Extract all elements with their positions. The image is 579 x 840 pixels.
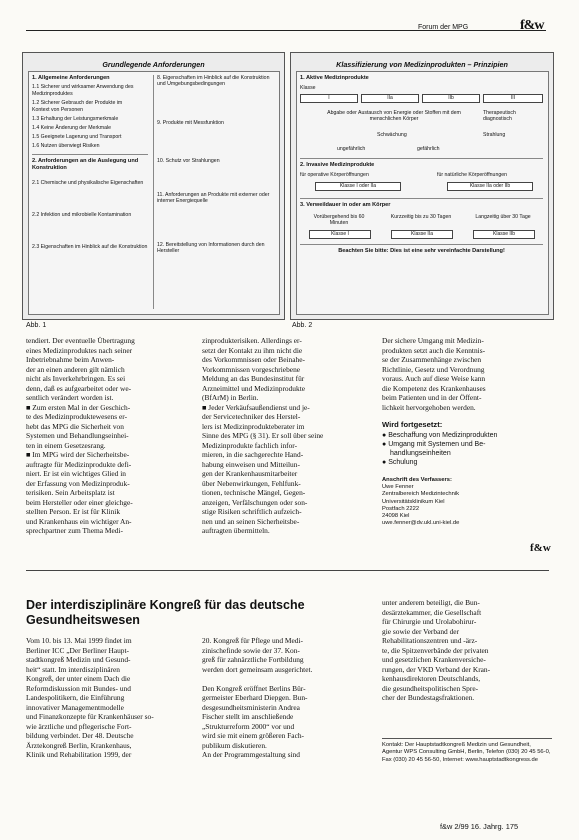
continuation-box: [382, 420, 550, 527]
author-heading: Anschrift des Verfassers:: [382, 477, 452, 483]
text-line: gen der Krankenhausmitarbeiter: [202, 469, 298, 478]
divider: [32, 154, 148, 155]
text-line: germeister Eberhard Diepgen. Bun-: [202, 693, 308, 702]
text-line: bildung verbindet. Der 48. Deutsche: [26, 731, 134, 740]
page-footer: f&w 2/99 16. Jahrg. 175: [440, 822, 519, 831]
fig2-row-c: gefährlich: [417, 146, 440, 152]
text-line: Systemen und Behandlungseinhei-: [26, 431, 129, 440]
fig2-side-note: Therapeutisch diagnostisch: [483, 110, 516, 122]
text-line: te des Medizinproduktewesens er-: [26, 412, 128, 421]
author-line: Uwe Fenner: [382, 484, 414, 491]
fig1-item: 1.6 Nutzen überwiegt Risiken: [32, 143, 100, 149]
running-title: Forum der MPG: [418, 24, 469, 31]
fig1-item: 2.1 Chemische und physikalische Eigenschaften: [32, 180, 144, 186]
text-line: beim Hersteller oder einer gleichge-: [26, 497, 133, 507]
text-line: Inbetriebnahme beim Anwen-: [26, 355, 115, 364]
text-line: voraus. Auch auf diese Weise kann: [382, 374, 486, 383]
text-line: Der sichere Umgang mit Medizin-: [382, 336, 484, 345]
text-line: Klinik und Rehabilitation 1999, der: [26, 750, 132, 759]
class-box: Klasse IIa oder IIb: [447, 182, 533, 191]
fig2-row-c: ungefährlich: [337, 146, 366, 152]
author-line: Universitätsklinikum Kiel: [382, 498, 445, 505]
article-column-2: [202, 636, 367, 760]
text-line: der Servicetechniker des Herstel-: [202, 412, 301, 421]
fig2-section-3: 3. Verweildauer in oder am Körper: [300, 202, 391, 208]
fig1-item: 2.2 Infektion und mikrobielle Kontamination: [32, 212, 132, 218]
text-line: ■ Im MPG wird der Sicherheitsbe-: [26, 450, 130, 459]
figure-1-title: Grundlegende Anforderungen: [102, 60, 205, 69]
text-line: und Finanzkonzepte für Krankenhäuser so-: [26, 712, 154, 721]
text-line: terisiken. Sein Arbeitsplatz ist: [26, 488, 115, 497]
fig2-sec2-left: für operative Körperöffnungen: [300, 172, 369, 178]
fig2-footer: Beachten Sie bitte: Dies ist eine sehr vereinfachte Darstellung!: [338, 248, 505, 254]
text-line: die gesundheitspolitischen Spre-: [382, 683, 479, 693]
text-line: Kongreß, der unter einem Dach die: [26, 674, 131, 683]
text-line: die Kompetenz des Krankenhauses: [382, 383, 486, 393]
fig2-row-b: Schwächung: [377, 132, 407, 138]
article-title: Der interdisziplinäre Kongreß für das deutsche Gesundheitswesen: [26, 598, 305, 627]
text-line: wie ärztliche und pflegerische Fort-: [26, 721, 132, 731]
fig1-item: Kontext von Personen: [32, 107, 84, 113]
class-box: IIb: [422, 94, 480, 103]
text-line: der Erfassung von Medizinproduk-: [26, 478, 130, 488]
text-line: greß für zahnärztliche Fortbildung: [202, 655, 304, 664]
text-line: innovativer Managementmodelle: [26, 702, 124, 712]
text-line: ten in einem Gesetzesrang.: [26, 440, 106, 450]
text-line: Richtlinie, Gesetz und Verordnung: [382, 364, 485, 374]
class-box: III: [483, 94, 543, 103]
magazine-logo: f&w: [520, 18, 544, 33]
text-line: heit“ statt. Im interdisziplinären: [26, 664, 120, 674]
text-line: hebt das MPG die Sicherheit von: [26, 421, 124, 431]
fig1-item: 1. Allgemeine Anforderungen: [32, 75, 110, 81]
continuation-item: handlungseinheiten: [390, 450, 451, 457]
text-line: Medizinprodukte fachlich infor-: [202, 440, 298, 450]
text-line: für Chirurgie und Urolabohirur-: [382, 617, 477, 626]
text-line: sprechpartner zum Thema Medi-: [26, 526, 123, 535]
text-line: stadtkongreß Medizin und Gesund-: [26, 655, 131, 664]
text-line: habung einweisen und Mitteilun-: [202, 459, 300, 469]
text-line: der an einen anderen gilt nämlich: [26, 364, 125, 374]
class-box: Klasse I oder IIa: [315, 182, 401, 191]
figure-1-caption: Abb. 1: [26, 322, 47, 329]
text-line: auftragten übermitteln.: [202, 526, 270, 535]
author-line: Zentralbereich Medizintechnik: [382, 491, 460, 498]
text-line: eines Medizinproduktes nach seiner: [26, 345, 133, 355]
text-line: [202, 674, 367, 684]
text-line: stellten Person. Er ist für Klinik: [26, 507, 121, 516]
continuation-item: ● Schulung: [382, 459, 418, 466]
fig2-sec3-col: Langzeitig über 30 Tage: [475, 214, 531, 220]
text-line: gie sowie der Verband der: [382, 626, 460, 636]
text-line: kenhausdirektoren Deutschlands,: [382, 674, 481, 683]
text-line: publikum diskutieren.: [202, 740, 267, 750]
end-logo: f&w: [530, 542, 551, 554]
text-line: se der Zusammenhänge zwischen: [382, 355, 482, 364]
text-line: produkten setzt auch die Kenntnis-: [382, 345, 486, 355]
fig1-item: 10. Schutz vor Strahlungen: [157, 158, 220, 164]
divider: [300, 198, 543, 199]
text-line: cher der Bundestagsfraktionen.: [382, 693, 475, 702]
figure-1-panel: [28, 71, 280, 315]
fig2-class-label: Klasse: [300, 85, 316, 91]
class-box: Klasse I: [309, 230, 371, 239]
fig2-sec3-col: Kurzzeitig bis zu 30 Tagen: [390, 214, 452, 220]
text-line: Vom 10. bis 13. Mai 1999 findet im: [26, 636, 132, 645]
contact-note: Kontakt: Der Hauptstadtkongreß Medizin und Gesundheit, Agentur WPS Consulting GmbH, Berlin, Telefon (030) 20 45 56-0, Fax (030) 20 45 56-50, Internet: www.hauptstadtkongress.de: [382, 738, 552, 764]
text-line: über Nebenwirkungen, Fehlfunk-: [202, 478, 301, 488]
fig1-item: 1.2 Sicherer Gebrauch der Produkte im: [32, 100, 123, 106]
text-line: Landespolitikern, die Einführung: [26, 693, 125, 702]
figure-2-caption: Abb. 2: [292, 322, 313, 329]
fig1-item: 1.1 Sicherer und wirksamer Anwendung des: [32, 84, 134, 90]
text-line: wird sie mit einem größeren Fach-: [202, 731, 305, 740]
continuation-item: ● Umgang mit Systemen und Be-: [382, 441, 486, 448]
text-line: ■ Zum ersten Mal in der Geschich-: [26, 402, 131, 412]
fig1-item: 11. Anforderungen an Produkte mit externer oder interner Energiequelle: [157, 192, 270, 204]
class-box: I: [300, 94, 358, 103]
text-line: zinischefinde sowie der 37. Kon-: [202, 645, 300, 655]
section-separator: [26, 570, 549, 571]
fig1-item: 1.5 Geeignete Lagerung und Transport: [32, 134, 122, 140]
fig1-item: 1.4 Keine Änderung der Merkmale: [32, 125, 112, 131]
continuation-item-text: Beschaffung von Medizinprodukten: [388, 432, 498, 439]
text-line: nen und an seinen Sicherheitsbe-: [202, 516, 300, 526]
text-line: (BfArM) in Berlin.: [202, 393, 259, 402]
text-line: auftragte für Medizinprodukte defi-: [26, 459, 132, 469]
fig2-sec3-col: Vorübergehend bis 60 Minuten: [313, 214, 365, 226]
author-line: 24098 Kiel: [382, 513, 410, 520]
figure-1: [22, 52, 285, 320]
text-line: Arzneimittel und Medizinprodukte: [202, 383, 306, 393]
figure-2: [290, 52, 554, 320]
text-line: An der Programmgestaltung sind: [202, 750, 300, 759]
text-column-3: [382, 336, 550, 412]
fig2-row-a: Abgabe oder Austausch von Energie oder Stoffen mit dem menschlichen Körper: [327, 110, 461, 122]
text-line: Meldung an das Bundesinstitut für: [202, 374, 305, 383]
text-line: lers ist Medizinprodukteberater im: [202, 421, 305, 431]
text-line: rungen, der VKD Verband der Kran-: [382, 664, 491, 674]
class-box: Klasse IIa: [391, 230, 453, 239]
text-column-1: [26, 336, 188, 536]
text-line: werden dort gemeinsam ausgerichtet.: [202, 664, 313, 674]
text-line: Reformdiskussion mit Bundes- und: [26, 683, 131, 693]
text-line: desgesundheitsministerin Andrea: [202, 702, 300, 712]
text-line: Berliner ICC „Der Berliner Haupt-: [26, 645, 130, 655]
fig1-item: 9. Produkte mit Messfunktion: [157, 120, 224, 126]
text-line: Den Kongreß eröffnet Berlins Bür-: [202, 683, 306, 693]
text-line: mieren, in die sachgerechte Hand-: [202, 450, 304, 459]
text-line: beim Patienten und in der Öffent-: [382, 393, 482, 402]
text-line: zinprodukterisiken. Allerdings er-: [202, 336, 302, 345]
text-line: 20. Kongreß für Pflege und Medi-: [202, 636, 303, 645]
text-line: unter anderem beteiligt, die Bun-: [382, 598, 480, 607]
text-line: nicht als Inverkehrbringen. Es sei: [26, 374, 126, 383]
text-line: sentlich verändert worden ist.: [26, 393, 114, 402]
class-box: IIa: [361, 94, 419, 103]
article-column-1: [26, 636, 191, 760]
continuation-heading: Wird fortgesetzt:: [382, 420, 443, 429]
fig1-item: 2. Anforderungen an die Auslegung und Konstruktion: [32, 158, 139, 171]
column-divider: [153, 75, 154, 309]
fig2-sec2-right: für natürliche Körperöffnungen: [437, 172, 507, 178]
continuation-item-text: Schulung: [388, 459, 418, 466]
text-line: Sinne des MPG (§ 31). Er soll über seine: [202, 431, 324, 440]
text-line: te, die Spitzenverbände der privaten: [382, 645, 489, 655]
fig2-section-1: 1. Aktive Medizinprodukte: [300, 75, 369, 81]
text-line: tendiert. Der eventuelle Übertragung: [26, 336, 135, 345]
text-line: lichkeit hervorgehoben werden.: [382, 402, 476, 412]
fig1-item: 12. Bereitstellung von Informationen durch den Hersteller: [157, 242, 265, 254]
text-line: desärztekammer, die Gesellschaft: [382, 607, 482, 617]
text-line: und Krankenhaus ein wichtiger An-: [26, 516, 132, 526]
article-column-3: [382, 598, 550, 703]
divider: [300, 244, 543, 245]
text-line: Rehabilitationszentren und -ärz-: [382, 636, 478, 645]
text-column-2: [202, 336, 364, 536]
fig1-item: 2.3 Eigenschaften im Hinblick auf die Konstruktion: [32, 244, 148, 250]
text-line: setzt der Kontakt zu ihm nicht die: [202, 345, 303, 355]
text-line: tionen, technische Mängel, Gegen-: [202, 488, 306, 497]
fig2-section-2: 2. Invasive Medizinprodukte: [300, 162, 375, 168]
text-line: des Vorkommnissen oder Beinahe-: [202, 355, 305, 364]
fig2-row-b2: Strahlung: [483, 132, 506, 138]
continuation-item: ● Beschaffung von Medizinprodukten: [382, 432, 498, 439]
text-line: ■ Jeder Verkäufsaußendienst und je-: [202, 402, 310, 412]
text-line: denn, daß es aufgearbeitet oder we-: [26, 383, 132, 393]
text-line: Fischer stellt im anschließende: [202, 712, 294, 721]
author-line: uwe.fenner@dv.ukl.uni-kiel.de: [382, 520, 460, 527]
text-line: Ärztekongreß Berlin, Krankenhaus,: [26, 740, 132, 750]
fig1-item: 8. Eigenschaften im Hinblick auf die Konstruktion und Umgebungsbedingungen: [157, 75, 270, 87]
text-line: „Strukturreform 2000“ vor und: [202, 721, 295, 731]
text-line: und gesetzlichen Krankenversiche-: [382, 655, 486, 664]
author-line: Postfach 2222: [382, 505, 420, 512]
continuation-item-text: Umgang mit Systemen und Be-: [388, 441, 486, 448]
text-line: anzeigen, Verfälschungen oder son-: [202, 497, 308, 507]
figure-2-panel: [296, 71, 549, 315]
fig1-item: Medizinproduktes: [32, 91, 73, 97]
author-address: [382, 484, 550, 527]
text-line: Vorkommnissen vorgeschriebene: [202, 364, 301, 374]
class-box: Klasse IIb: [473, 230, 535, 239]
fig1-item: 1.3 Erhaltung der Leistungsmerkmale: [32, 116, 119, 122]
divider: [300, 158, 543, 159]
text-line: stige Risiken schriftlich aufzeich-: [202, 507, 302, 516]
figure-2-title: Klassifizierung von Medizinprodukten – Prinzipien: [336, 60, 508, 69]
text-line: niert. Er ist ein wichtiges Glied in: [26, 469, 126, 478]
